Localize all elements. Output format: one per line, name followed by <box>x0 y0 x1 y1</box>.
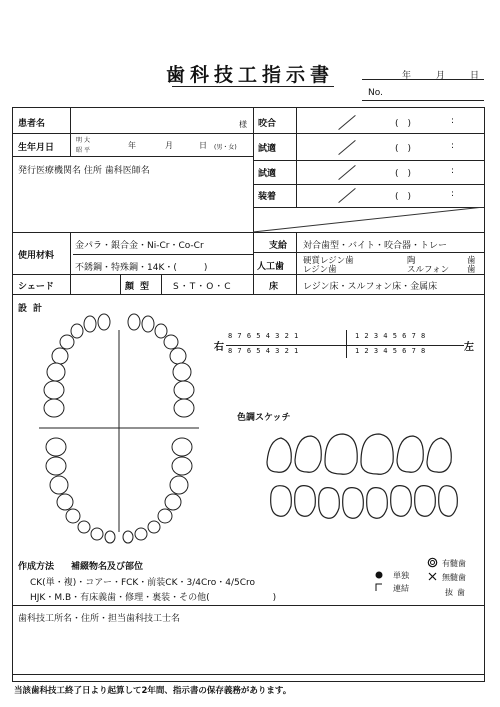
era-heisei[interactable]: 平 <box>84 147 91 154</box>
birth-month-label: 月 <box>165 141 173 150</box>
right-label: 右 <box>214 342 224 353</box>
appt-colon[interactable]: : <box>451 166 455 176</box>
appt-colon[interactable]: : <box>451 189 455 199</box>
color-sketch-diagram[interactable] <box>263 432 463 522</box>
linked-bracket-icon <box>374 582 384 592</box>
art-tooth-suffix: 歯 <box>467 265 476 275</box>
divider <box>13 232 484 233</box>
sex-select[interactable]: (男・女) <box>214 144 237 151</box>
method-label: 作成方法 <box>18 562 55 572</box>
divider <box>120 274 121 294</box>
clinic-label: 発行医療機関名 住所 歯科医師名 <box>18 166 150 176</box>
divider <box>13 156 253 157</box>
appt-colon[interactable]: : <box>451 141 455 151</box>
legend-linked: 連結 <box>393 584 409 593</box>
date-year-label: 年 <box>402 71 412 81</box>
no-pulp-x-icon <box>427 571 438 582</box>
date-month-label: 月 <box>436 71 446 81</box>
divider <box>253 252 484 253</box>
lab-label: 歯科技工所名・住所・担当歯科技工士名 <box>18 614 181 624</box>
birth-label: 生年月日 <box>18 143 55 153</box>
dental-arch-diagram[interactable] <box>35 310 205 550</box>
date-underline <box>362 79 484 80</box>
divider <box>13 605 484 606</box>
slash <box>338 188 355 203</box>
artificial-teeth-label: 人工歯 <box>257 262 285 272</box>
slash <box>338 165 355 180</box>
tooth-chart-vline <box>346 330 347 358</box>
birth-day-label: 日 <box>199 141 207 150</box>
art-hard-resin[interactable]: 硬質レジン歯 <box>303 256 354 266</box>
slash <box>338 140 355 155</box>
materials-label: 使用材料 <box>18 251 55 261</box>
shade-label: シェード <box>18 282 54 292</box>
legend-single: 単独 <box>393 571 409 580</box>
single-dot-icon <box>374 570 384 580</box>
upper-right-numbers[interactable]: 8 7 6 5 4 3 2 1 <box>228 332 299 340</box>
appt-paren[interactable]: ( ) <box>395 169 412 179</box>
divider <box>296 274 297 294</box>
method-options-line1[interactable]: CK(単・複)・コアー・FCK・前装CK・3/4Cro・4/5Cro <box>30 578 256 588</box>
appt-bite-label: 咬合 <box>258 119 277 129</box>
footer-note: 当該歯科技工終了日より起算して2年間、指示書の保存義務があります。 <box>14 686 292 696</box>
pulp-circle-icon <box>427 557 438 568</box>
divider <box>161 274 162 294</box>
method-options-line2[interactable]: HJK・M.B・有床義歯・修理・裏装・その他( ) <box>30 593 277 603</box>
birth-year-label: 年 <box>128 141 136 150</box>
divider <box>70 274 71 294</box>
floor-label: 床 <box>269 282 279 292</box>
number-label: No. <box>368 88 383 98</box>
title-underline <box>172 86 334 87</box>
art-sulfone[interactable]: スルフォン <box>407 265 450 275</box>
slash <box>338 115 355 130</box>
lower-left-numbers[interactable]: 1 2 3 4 5 6 7 8 <box>355 347 426 355</box>
legend-nopulp: 無髄歯 <box>442 573 466 582</box>
divider <box>73 254 253 255</box>
divider <box>253 184 484 185</box>
appt-diagonal <box>253 207 484 232</box>
form-title: 歯科技工指示書 <box>165 64 334 86</box>
form-frame <box>12 107 485 682</box>
divider <box>253 108 254 294</box>
method-sub-label: 補綴物名及び部位 <box>71 562 144 572</box>
support-label: 支給 <box>269 241 288 251</box>
divider <box>253 160 484 161</box>
divider <box>13 133 484 134</box>
face-type-label: 顔型 <box>125 282 156 292</box>
divider <box>13 674 484 675</box>
support-options[interactable]: 対合歯型・バイト・咬合器・トレー <box>303 241 448 251</box>
materials-line1[interactable]: 金パラ・銀合金・Ni-Cr・Co-Cr <box>75 241 204 251</box>
divider <box>13 294 484 295</box>
era-taisho[interactable]: 大 <box>84 137 91 144</box>
art-porcelain[interactable]: 陶 <box>407 256 416 266</box>
appt-try2-label: 試適 <box>258 169 277 179</box>
era-meiji[interactable]: 明 <box>76 137 83 144</box>
legend-pulp: 有髄歯 <box>442 559 466 568</box>
appt-paren[interactable]: ( ) <box>395 192 412 202</box>
design-label: 設計 <box>18 304 49 314</box>
divider <box>70 108 71 156</box>
art-tooth-suffix: 歯 <box>467 256 476 266</box>
materials-line2[interactable]: 不銹鋼・特殊鋼・14K・( ) <box>75 263 208 273</box>
upper-left-numbers[interactable]: 1 2 3 4 5 6 7 8 <box>355 332 426 340</box>
date-day-label: 日 <box>470 71 480 81</box>
appt-paren[interactable]: ( ) <box>395 119 412 129</box>
art-resin[interactable]: レジン歯 <box>303 265 337 275</box>
color-sketch-label: 色調スケッチ <box>237 413 291 423</box>
appt-colon[interactable]: : <box>451 116 455 126</box>
era-showa[interactable]: 昭 <box>76 147 83 154</box>
patient-name-label: 患者名 <box>18 119 46 129</box>
honorific: 様 <box>239 120 247 129</box>
divider <box>296 108 297 207</box>
face-type-options[interactable]: S・T・O・C <box>173 282 232 292</box>
legend-extract: 抜歯 <box>445 588 469 597</box>
divider <box>70 232 71 274</box>
floor-options[interactable]: レジン床・スルフォン床・金属床 <box>303 282 438 292</box>
left-label: 左 <box>464 342 474 353</box>
tooth-chart-hline <box>226 345 464 346</box>
number-underline[interactable] <box>362 100 484 101</box>
lower-right-numbers[interactable]: 8 7 6 5 4 3 2 1 <box>228 347 299 355</box>
appt-try1-label: 試適 <box>258 144 277 154</box>
appt-fit-label: 装着 <box>258 192 277 202</box>
appt-paren[interactable]: ( ) <box>395 144 412 154</box>
